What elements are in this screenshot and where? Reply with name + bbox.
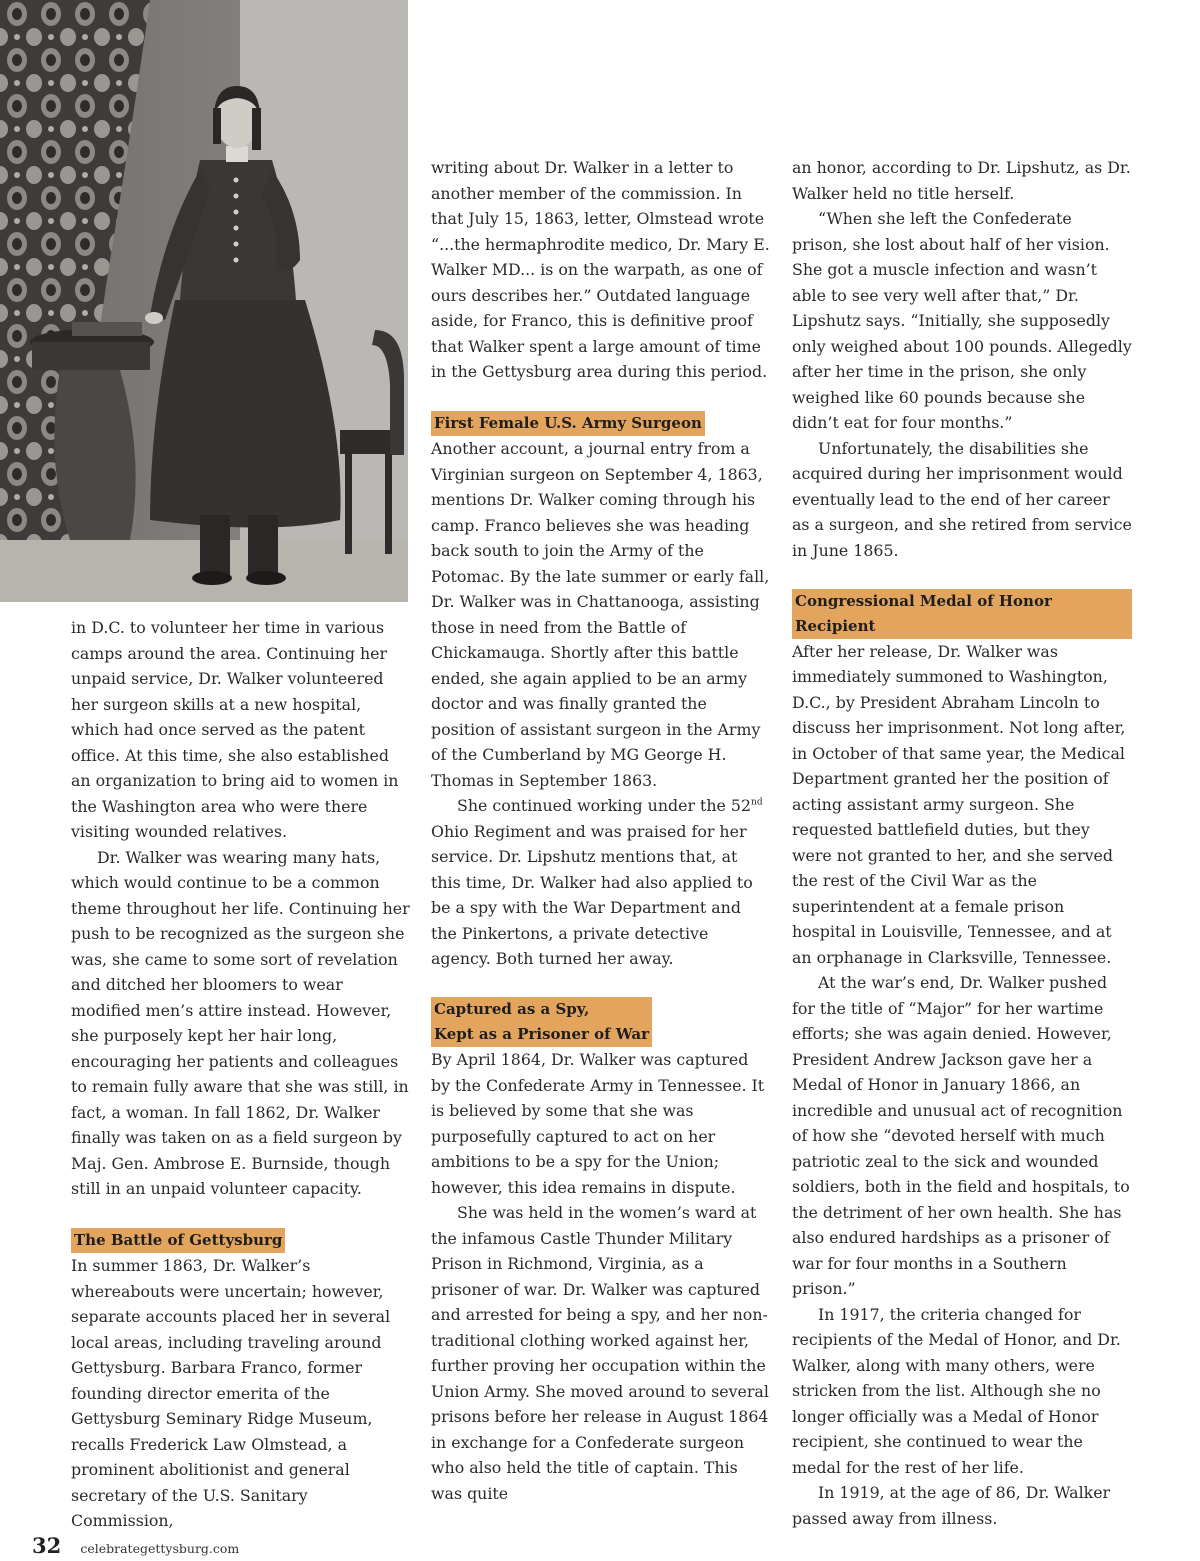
body-paragraph: By April 1864, Dr. Walker was captured by the Confederate Army in Tennessee. It is believed by some that she was purposefully captured to act on her ambitions to be a spy for the Union; however, this idea remains in dispute.: [431, 1050, 765, 1197]
walker-portrait-photo: [0, 0, 408, 602]
body-paragraph: At the war’s end, Dr. Walker pushed for the title of “Major” for her wartime efforts; she was again denied. However, President Andrew Jackson gave her a Medal of Honor in January 1866, an incredible and unusual act of recognition of how she “devoted herself with much patriotic zeal to the sick and wounded soldiers, both in the field and hospitals, to the detriment of her own health. She has also endured hardships as a prisoner of war for four months in a Southern prison.”: [792, 973, 1130, 1298]
body-paragraph: In 1919, at the age of 86, Dr. Walker passed away from illness.: [792, 1483, 1111, 1528]
body-paragraph: In 1917, the criteria changed for recipients of the Medal of Honor, and Dr. Walker, along with many others, were stricken from the list. Although she no longer officially was a Medal of Honor recipient, she continued to wear the medal for the rest of her life.: [792, 1304, 1121, 1477]
body-paragraph: She was held in the women’s ward at the infamous Castle Thunder Military Prison in Richmond, Virginia, as a prisoner of war. Dr. Walker was captured and arrested for being a spy, and her non-traditional clothing worked against her, further proving her occupation within the Union Army. She moved around to several prisons before her release in August 1864 in exchange for a Confederate surgeon who also held the title of captain. This was quite: [431, 1203, 769, 1503]
body-paragraph: writing about Dr. Walker in a letter to another member of the commission. In that July 15, 1863, letter, Olmstead wrote “...the hermaphrodite medico, Dr. Mary E. Walker MD... is on the warpath, as one of ours describes her.” Outdated language aside, for Franco, this is definitive proof that Walker spent a large amount of time in the Gettysburg area during this period.: [431, 158, 770, 381]
body-paragraph: In summer 1863, Dr. Walker’s whereabouts were uncertain; however, separate accounts placed her in several local areas, including traveling around Gettysburg. Barbara Franco, former founding director emerita of the Gettysburg Seminary Ridge Museum, recalls Frederick Law Olmstead, a prominent abolitionist and general secretary of the U.S. Sanitary Commission,: [71, 1256, 391, 1530]
body-paragraph: “When she left the Confederate prison, she lost about half of her vision. She got a muscle infection and wasn’t able to see very well after that,” Dr. Lipshutz says. “Initially, she supposedly only weighed about 100 pounds. Allegedly after her time in the prison, she only weighed like 60 pounds because she didn’t eat for four months.”: [792, 209, 1132, 432]
section-heading-first-female-surgeon: First Female U.S. Army Surgeon: [431, 411, 705, 436]
body-paragraph: Dr. Walker was wearing many hats, which would continue to be a common theme throughout her life. Continuing her push to be recognized as the surgeon she was, she came to some sort of revelation and ditched her bloomers to wear modified men’s attire instead. However, she purposely kept her hair long, encouraging her patients and colleagues to remain fully aware that she was still, in fact, a woman. In fall 1862, Dr. Walker finally was taken on as a field surgeon by Maj. Gen. Ambrose E. Burnside, though still in an unpaid volunteer capacity.: [71, 847, 410, 1198]
body-paragraph: Another account, a journal entry from a Virginian surgeon on September 4, 1863, mentions Dr. Walker coming through his camp. Franco believes she was heading back south to join the Army of the Potomac. By the late summer or early fall, Dr. Walker was in Chattanooga, assisting those in need from the Battle of Chickamauga. Shortly after this battle ended, she again applied to be an army doctor and was finally granted the position of assistant surgeon in the Army of the Cumberland by MG George H. Thomas in September 1863.: [431, 439, 770, 790]
superscript-ordinal: nd: [751, 797, 763, 808]
section-heading-captured-as-spy: [431, 997, 652, 1047]
body-paragraph: After her release, Dr. Walker was immediately summoned to Washington, D.C., by President Abraham Lincoln to discuss her imprisonment. Not long after, in October of that same year, the Medical Department granted her the position of acting assistant army surgeon. She requested battlefield duties, but they were not granted to her, and she served the rest of the Civil War as the superintendent at a female prison hospital in Louisville, Tennessee, and at an orphanage in Clarksville, Tennessee.: [792, 641, 1126, 967]
article-column-2: [431, 155, 771, 1506]
heading-line: Captured as a Spy,: [434, 1000, 590, 1018]
website-link[interactable]: celebrategettysburg.com: [80, 1541, 240, 1556]
body-paragraph: an honor, according to Dr. Lipshutz, as Dr. Walker held no title herself.: [792, 158, 1131, 203]
article-column-1: [71, 615, 411, 1534]
heading-line: Kept as a Prisoner of War: [434, 1025, 649, 1043]
article-column-3: [792, 155, 1132, 1531]
body-paragraph: [431, 793, 771, 972]
body-paragraph: in D.C. to volunteer her time in various camps around the area. Continuing her unpaid service, Dr. Walker volunteered her surgeon skills at a new hospital, which had once served as the patent office. At this time, she also established an organization to bring aid to women in the Washington area who were there visiting wounded relatives.: [71, 618, 399, 841]
body-paragraph: Unfortunately, the disabilities she acquired during her imprisonment would eventually lead to the end of her career as a surgeon, and she retired from service in June 1865.: [792, 438, 1132, 560]
section-heading-medal-of-honor: Congressional Medal of Honor Recipient: [792, 589, 1132, 639]
page-footer: [32, 1533, 239, 1561]
portrait-illustration: [0, 0, 408, 602]
page-number: 32: [32, 1533, 62, 1558]
text-run: Ohio Regiment and was praised for her service. Dr. Lipshutz mentions that, at this time, Dr. Walker had also applied to be a spy with the War Department and the Pinkertons, a private detective agency. Both turned her away.: [431, 821, 753, 968]
text-run: She continued working under the 52: [457, 796, 752, 815]
section-heading-battle-of-gettysburg: The Battle of Gettysburg: [71, 1228, 285, 1253]
